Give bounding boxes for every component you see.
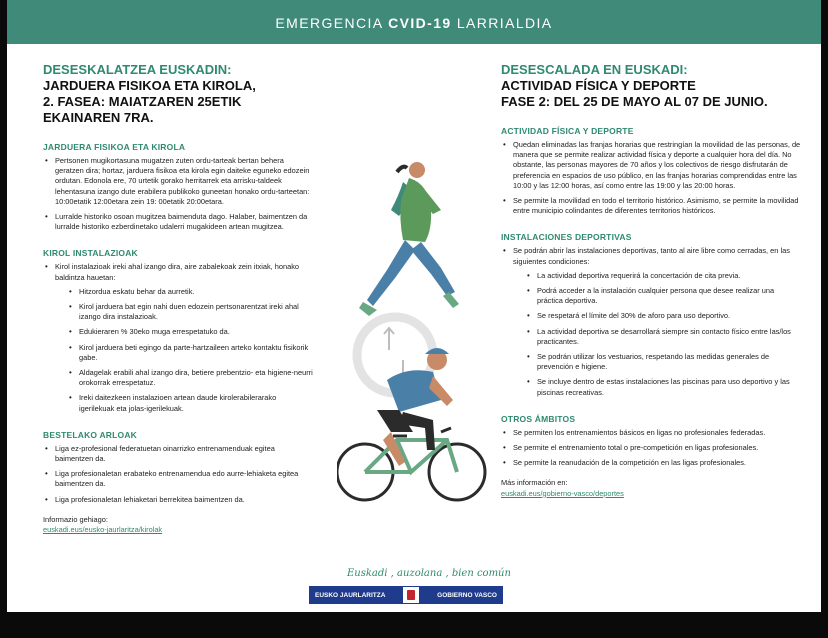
list-item: • Edukieraren % 30eko muga errespetatuko da. [79,327,313,337]
right-more-info-label: Más información en: [501,478,568,488]
left-more-info-label: Informazio gehiago: [43,514,108,524]
right-more-info-link[interactable]: euskadi.eus/gobierno-vasco/deportes [501,488,624,498]
list-item: • Ireki daitezkeen instalazioen artean daude kirolerabilerarako igerilekuak eta jolas-igerilekuak. [79,393,313,413]
list-item: • Aldagelak erabili ahal izango dira, betiere prebentzio- eta higiene-neurri orokorrak errespetatuz. [79,368,313,388]
left-title-green: DESESKALATZEA EUSKADIN: [43,62,232,77]
right-title-line2: FASE 2: DEL 25 DE MAYO AL 07 DE JUNIO. [501,94,768,109]
right-section1-heading: ACTIVIDAD FÍSICA Y DEPORTE [501,126,634,136]
list-item: • Se podrán utilizar los vestuarios, respetando las medidas generales de prevención e higiene. [537,352,801,372]
list-item: • Kirol jarduera beti egingo da parte-hartzaileen arteko kontaktu fisikorik gabe. [79,343,313,363]
left-section1-list [43,156,313,232]
list-item: • Se incluye dentro de estas instalaciones las piscinas para uso deportivo y las piscinas recreativas. [537,377,801,397]
list-item: • La actividad deportiva requerirá la concertación de cita previa. [537,271,801,281]
logo-text-right: GOBIERNO VASCO [437,591,497,599]
logo-text-left: EUSKO JAURLARITZA [315,591,386,599]
right-section3-heading: OTROS ÁMBITOS [501,413,576,424]
list-item: • Se permiten los entrenamientos básicos en ligas no profesionales federadas. [513,428,801,438]
right-section2-sublist [513,271,801,398]
runner-cyclist-illustration [337,150,497,520]
poster-page [7,0,821,612]
list-item [55,262,313,413]
right-title-green: DESESCALADA EN EUSKADI: [501,62,688,77]
covid-banner [7,0,821,44]
list-item: • Quedan eliminadas las franjas horarias que restringían la movilidad de las personas, de manera que se permite realizar actividad física y deporte a cualquier hora del día. No obstante, las personas mayores de 70 años y los colectivos de riesgo disfrutarán de preferencia en espacios de uso público, en las franjas horarias comprendidas entre las 10:00 y las 12:00 horas, así como entre las 19:00 y las 20:00 horas. [513,140,801,191]
list-item: • La actividad deportiva se desarrollará siempre sin contacto físico entre las/los practicantes. [537,327,801,347]
list-item: • Se permite la reanudación de la competición en las ligas profesionales. [513,458,801,468]
list-item: • Liga ez-profesional federatuetan oinarrizko entrenamenduak egitea baimentzen da. [55,444,313,464]
list-item: • Hitzordua eskatu behar da aurretik. [79,287,313,297]
list-item: • Se permite el entrenamiento total o pre-competición en ligas profesionales. [513,443,801,453]
right-section2-list [501,246,801,397]
list-item: • Lurralde historiko osoan mugitzea baimenduta dago. Halaber, baimentzen da lurralde historiko ezberdinetako udalerri mugakideen artean mugitzea. [55,212,313,232]
coat-of-arms-icon [402,586,420,604]
left-section3-heading: BESTELAKO ARLOAK [43,429,138,440]
list-item-intro: Se podrán abrir las instalaciones deportivas, tanto al aire libre como cerradas, en las siguientes condiciones: [513,246,790,266]
left-section2-sublist [55,287,313,414]
left-section2-heading: KIROL INSTALAZIOAK [43,248,138,259]
runner-icon [359,162,459,316]
right-section1-list [501,140,801,216]
list-item: • Liga profesionaletan lehiaketari berrekitea baimentzen da. [55,495,313,505]
footer-slogan: Euskadi , auzolana , bien común [347,568,511,579]
banner-text-1: EMERGENCIA [275,15,389,31]
list-item [513,246,801,397]
left-title-line1: JARDUERA FISIKOA ETA KIROLA, [43,78,256,93]
right-section2-heading: INSTALACIONES DEPORTIVAS [501,232,632,243]
left-section3-list [43,444,313,505]
right-column-spanish [501,62,801,498]
left-section2-list [43,262,313,413]
left-title-line2: 2. FASEA: MAIATZAREN 25ETIK EKAINAREN 7RA. [43,94,242,125]
banner-text-3: LARRIALDIA [451,15,553,31]
list-item: • Podrá acceder a la instalación cualquier persona que desee realizar una práctica deportiva. [537,286,801,306]
list-item: • Pertsonen mugikortasuna mugatzen zuten ordu-tarteak bertan behera geratzen dira; hortaz, jarduera fisikoa eta kirola egin daiteke eguneko edozein ordutan. Edonola ere, 70 urtetik gorako herritarrek eta arrisku-taldeek lehentasuna izango dute erabilera publikoko guneetan honako ordu-tarteetan: 10:00etatik 12:00etara zein 19: 00etatik 20:00etara. [55,156,313,207]
banner-text-2: CVID-19 [388,15,452,31]
list-item: • Liga profesionaletan erabateko entrenamendua edo aurre-lehiaketa egitea baimentzen da. [55,469,313,489]
left-section1-heading: JARDUERA FISIKOA ETA KIROLA [43,142,186,152]
list-item-intro: Kirol instalazioak ireki ahal izango dira, aire zabalekoak zein itxiak, honako baldintza hauetan: [55,262,300,282]
right-section3-list [501,428,801,469]
left-column-basque [43,62,313,534]
list-item: • Se permite la movilidad en todo el territorio histórico. Asimismo, se permite la movilidad entre municipio colindantes de diferentes territorios históricos. [513,196,801,216]
right-title-line1: ACTIVIDAD FÍSICA Y DEPORTE [501,78,696,93]
government-logo [309,586,503,604]
list-item: • Kirol jarduera bat egin nahi duen edozein pertsonarentzat ireki ahal izango dira instalazioak. [79,302,313,322]
list-item: • Se respetará el límite del 30% de aforo para uso deportivo. [537,311,801,321]
left-more-info-link[interactable]: euskadi.eus/eusko-jaurlaritza/kirolak [43,525,163,535]
